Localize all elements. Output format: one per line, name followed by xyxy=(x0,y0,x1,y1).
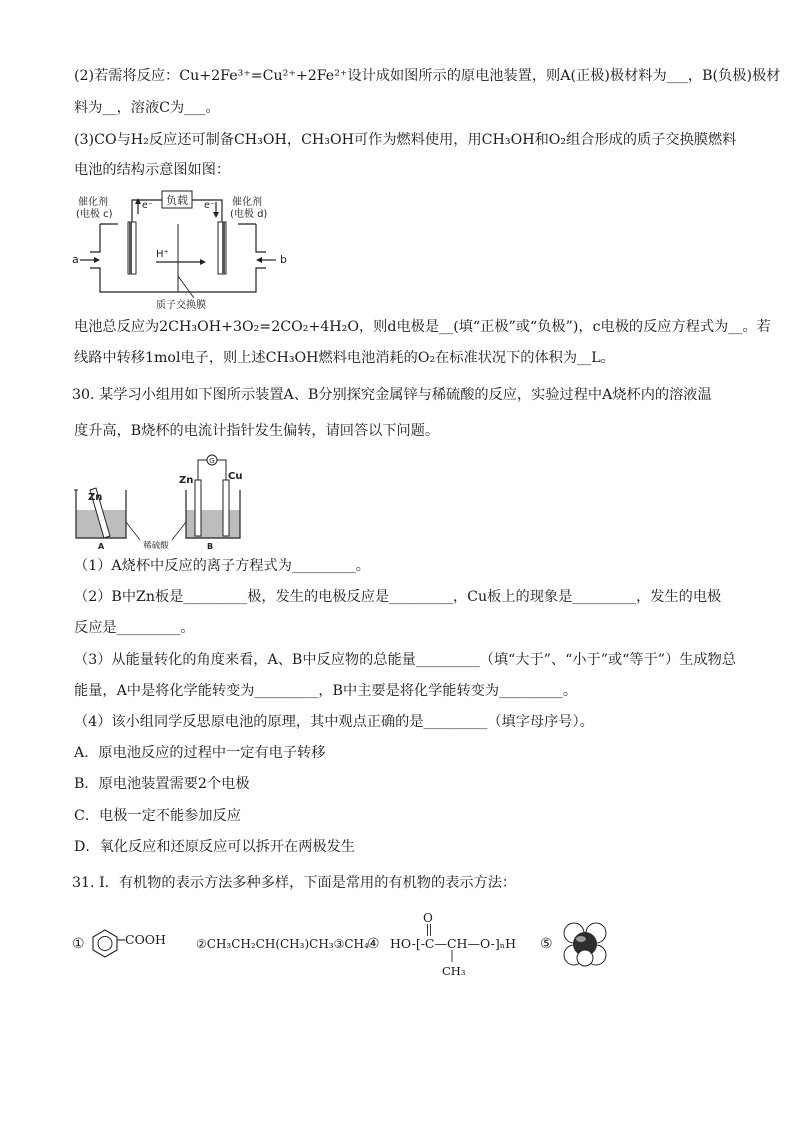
q30-option-a: A．原电池反应的过程中一定有电子转移 xyxy=(74,745,326,761)
electron-right-label: e⁻ xyxy=(204,200,215,211)
inlet-a-label: a xyxy=(72,253,79,266)
beaker-diagram xyxy=(72,452,252,552)
left-electrode-label: (电极 c) xyxy=(76,209,113,220)
electron-left-label: e⁻ xyxy=(142,200,153,211)
q31-intro: 31. Ⅰ．有机物的表示方法多种多样，下面是常用的有机物的表示方法： xyxy=(72,875,517,891)
q29-p3-line3: 电池总反应为2CH₃OH+3O₂=2CO₂+4H₂O，则d电极是__(填“正极”或“负极”)，c电极的反应方程式为__。若 xyxy=(74,319,771,335)
q30-sub2-line2: 反应是_________。 xyxy=(74,620,195,636)
molecule-1-number: ① xyxy=(72,936,85,952)
molecule-4-number: ④ xyxy=(367,936,380,952)
q29-p3-line4: 线路中转移1mol电子，则上述CH₃OH燃料电池消耗的O₂在标准状况下的体积为__L。 xyxy=(74,350,615,366)
zn-a-label: Zn xyxy=(88,492,103,503)
beaker-b-label: B xyxy=(207,542,214,551)
cu-b-label: Cu xyxy=(228,471,243,482)
q30-intro-line1: 30. 某学习小组用如下图所示装置A、B分别探究金属锌与稀硫酸的反应，实验过程中A烧杯内的溶液温 xyxy=(72,387,712,403)
molecule-4-oxygen: O xyxy=(423,911,433,925)
q30-option-b: B．原电池装置需要2个电极 xyxy=(74,776,250,792)
molecule-2-3-formulas: ②CH₃CH₂CH(CH₃)CH₃③CH₄ xyxy=(196,937,369,951)
right-electrode-label: (电极 d) xyxy=(230,209,268,220)
load-label: 负载 xyxy=(166,194,188,207)
q30-option-d: D．氧化反应和还原反应可以拆开在两极发生 xyxy=(74,839,355,855)
q30-intro-line2: 度升高，B烧杯的电流计指针发生偏转，请回答以下问题。 xyxy=(74,423,440,439)
fuel-cell-diagram xyxy=(70,186,290,312)
molecule-1-cooh: COOH xyxy=(125,932,166,947)
membrane-label: 质子交换膜 xyxy=(156,300,206,311)
q29-p3-line2: 电池的结构示意图如图： xyxy=(74,162,231,178)
proton-label: H⁺ xyxy=(156,249,169,260)
q30-sub3-line1: （3）从能量转化的角度来看，A、B中反应物的总能量_________（填“大于”、“小于”或“等于”）生成物总 xyxy=(74,652,737,668)
q30-sub1: （1）A烧杯中反应的离子方程式为_________。 xyxy=(74,558,370,574)
zn-b-label: Zn xyxy=(179,475,194,486)
galvanometer-label: G xyxy=(209,457,215,465)
q30-sub2-line1: （2）B中Zn板是_________极，发生的电极反应是_________，Cu板上的现象是_________，发生的电极 xyxy=(74,589,722,605)
q29-p2-line2: 料为__，溶液C为___。 xyxy=(74,100,220,116)
molecule-5-number: ⑤ xyxy=(540,936,553,952)
right-catalyst-label: 催化剂 xyxy=(232,197,262,208)
acid-label: 稀硫酸 xyxy=(143,541,169,551)
q29-p2-line1: (2)若需将反应：Cu+2Fe³⁺=Cu²⁺+2Fe²⁺设计成如图所示的原电池装置，则A(正极)极材料为___，B(负极)极材 xyxy=(74,68,781,84)
left-catalyst-label: 催化剂 xyxy=(78,197,108,208)
q29-p3-line1: (3)CO与H₂反应还可制备CH₃OH，CH₃OH可作为燃料使用，用CH₃OH和O₂组合形成的质子交换膜燃料 xyxy=(74,132,737,148)
beaker-a-label: A xyxy=(98,542,105,551)
benzoic-bond-line xyxy=(117,936,125,944)
inlet-b-label: b xyxy=(280,253,287,266)
molecule-4-formula: HO-[-C—CH—O-]ₙH xyxy=(390,936,517,951)
space-filling-model-icon xyxy=(560,920,610,968)
q30-option-c: C．电极一定不能参加反应 xyxy=(74,808,241,824)
q30-sub4: （4）该小组同学反思原电池的原理，其中观点正确的是_________（填字母序号）。 xyxy=(74,714,594,730)
q30-sub3-line2: 能量，A中是将化学能转变为_________，B中主要是将化学能转变为_________。 xyxy=(74,683,578,699)
molecule-4-methyl: CH₃ xyxy=(442,964,466,978)
benzene-ring-icon xyxy=(90,928,120,958)
